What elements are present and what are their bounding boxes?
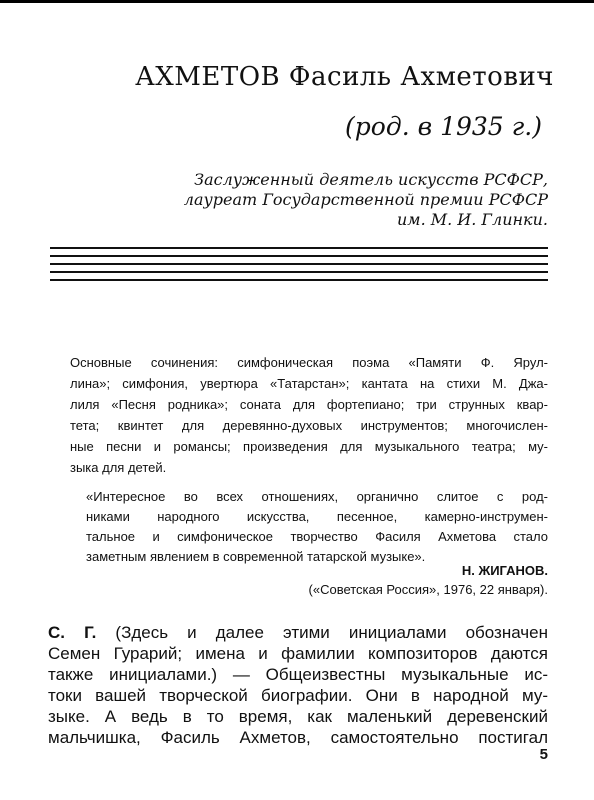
interviewer-initials: С. Г.	[48, 623, 97, 642]
works-line: лина»; симфония, увертюра «Татарстан»; кантата на стихи М. Джа-	[70, 376, 548, 391]
honor-line: им. М. И. Глинки.	[397, 210, 548, 229]
interview-line: мальчишка, Фасиль Ахметов, самостоятельно постигал	[48, 728, 548, 747]
works-line: Основные сочинения: симфоническая поэма «Памяти Ф. Ярул-	[70, 355, 548, 370]
quote-block	[86, 487, 548, 567]
top-border	[0, 0, 594, 3]
works-line: ные песни и романсы; произведения для музыкального театра; му-	[70, 439, 548, 454]
quote-line: заметным явлением в современной татарской музыке».	[86, 549, 426, 564]
page-number: 5	[539, 746, 548, 763]
interview-line: Семен Гурарий; имена и фамилии композиторов даются	[48, 644, 548, 663]
interview-line	[48, 622, 548, 643]
music-staff-ornament	[50, 247, 548, 287]
quote-source: («Советская Россия», 1976, 22 января).	[308, 582, 548, 597]
interview-line: зыке. А ведь в то время, как маленький деревенский	[48, 707, 548, 726]
honors-block	[0, 170, 548, 230]
staff-line	[50, 271, 548, 273]
staff-line	[50, 255, 548, 257]
honor-line: лауреат Государственной премии РСФСР	[183, 190, 548, 209]
works-line: лиля «Песня родника»; соната для фортепиано; три струнных квар-	[70, 397, 548, 412]
staff-line	[50, 279, 548, 281]
quote-author: Н. ЖИГАНОВ.	[461, 563, 548, 578]
staff-line	[50, 247, 548, 249]
birth-year: (род. в 1935 г.)	[345, 112, 542, 141]
interview-line-text: (Здесь и далее этими инициалами обозначен	[96, 623, 548, 642]
works-line: зыка для детей.	[70, 460, 167, 475]
works-paragraph	[70, 352, 548, 478]
interview-line: токи вашей творческой биографии. Они в народной му-	[48, 686, 548, 705]
staff-line	[50, 263, 548, 265]
quote-line: никами народного искусства, песенное, камерно-инструмен-	[86, 509, 548, 524]
honor-line: Заслуженный деятель искусств РСФСР,	[194, 170, 548, 189]
quote-line: тальное и симфоническое творчество Фасиля Ахметова стало	[86, 529, 548, 544]
quote-line: «Интересное во всех отношениях, органично слитое с род-	[86, 489, 548, 504]
interview-text	[48, 622, 548, 748]
composer-name: АХМЕТОВ Фасиль Ахметович	[135, 62, 554, 92]
interview-line: также инициалами.) — Общеизвестны музыкальные ис-	[48, 665, 548, 684]
works-line: тета; квинтет для деревянно-духовых инструментов; многочислен-	[70, 418, 548, 433]
